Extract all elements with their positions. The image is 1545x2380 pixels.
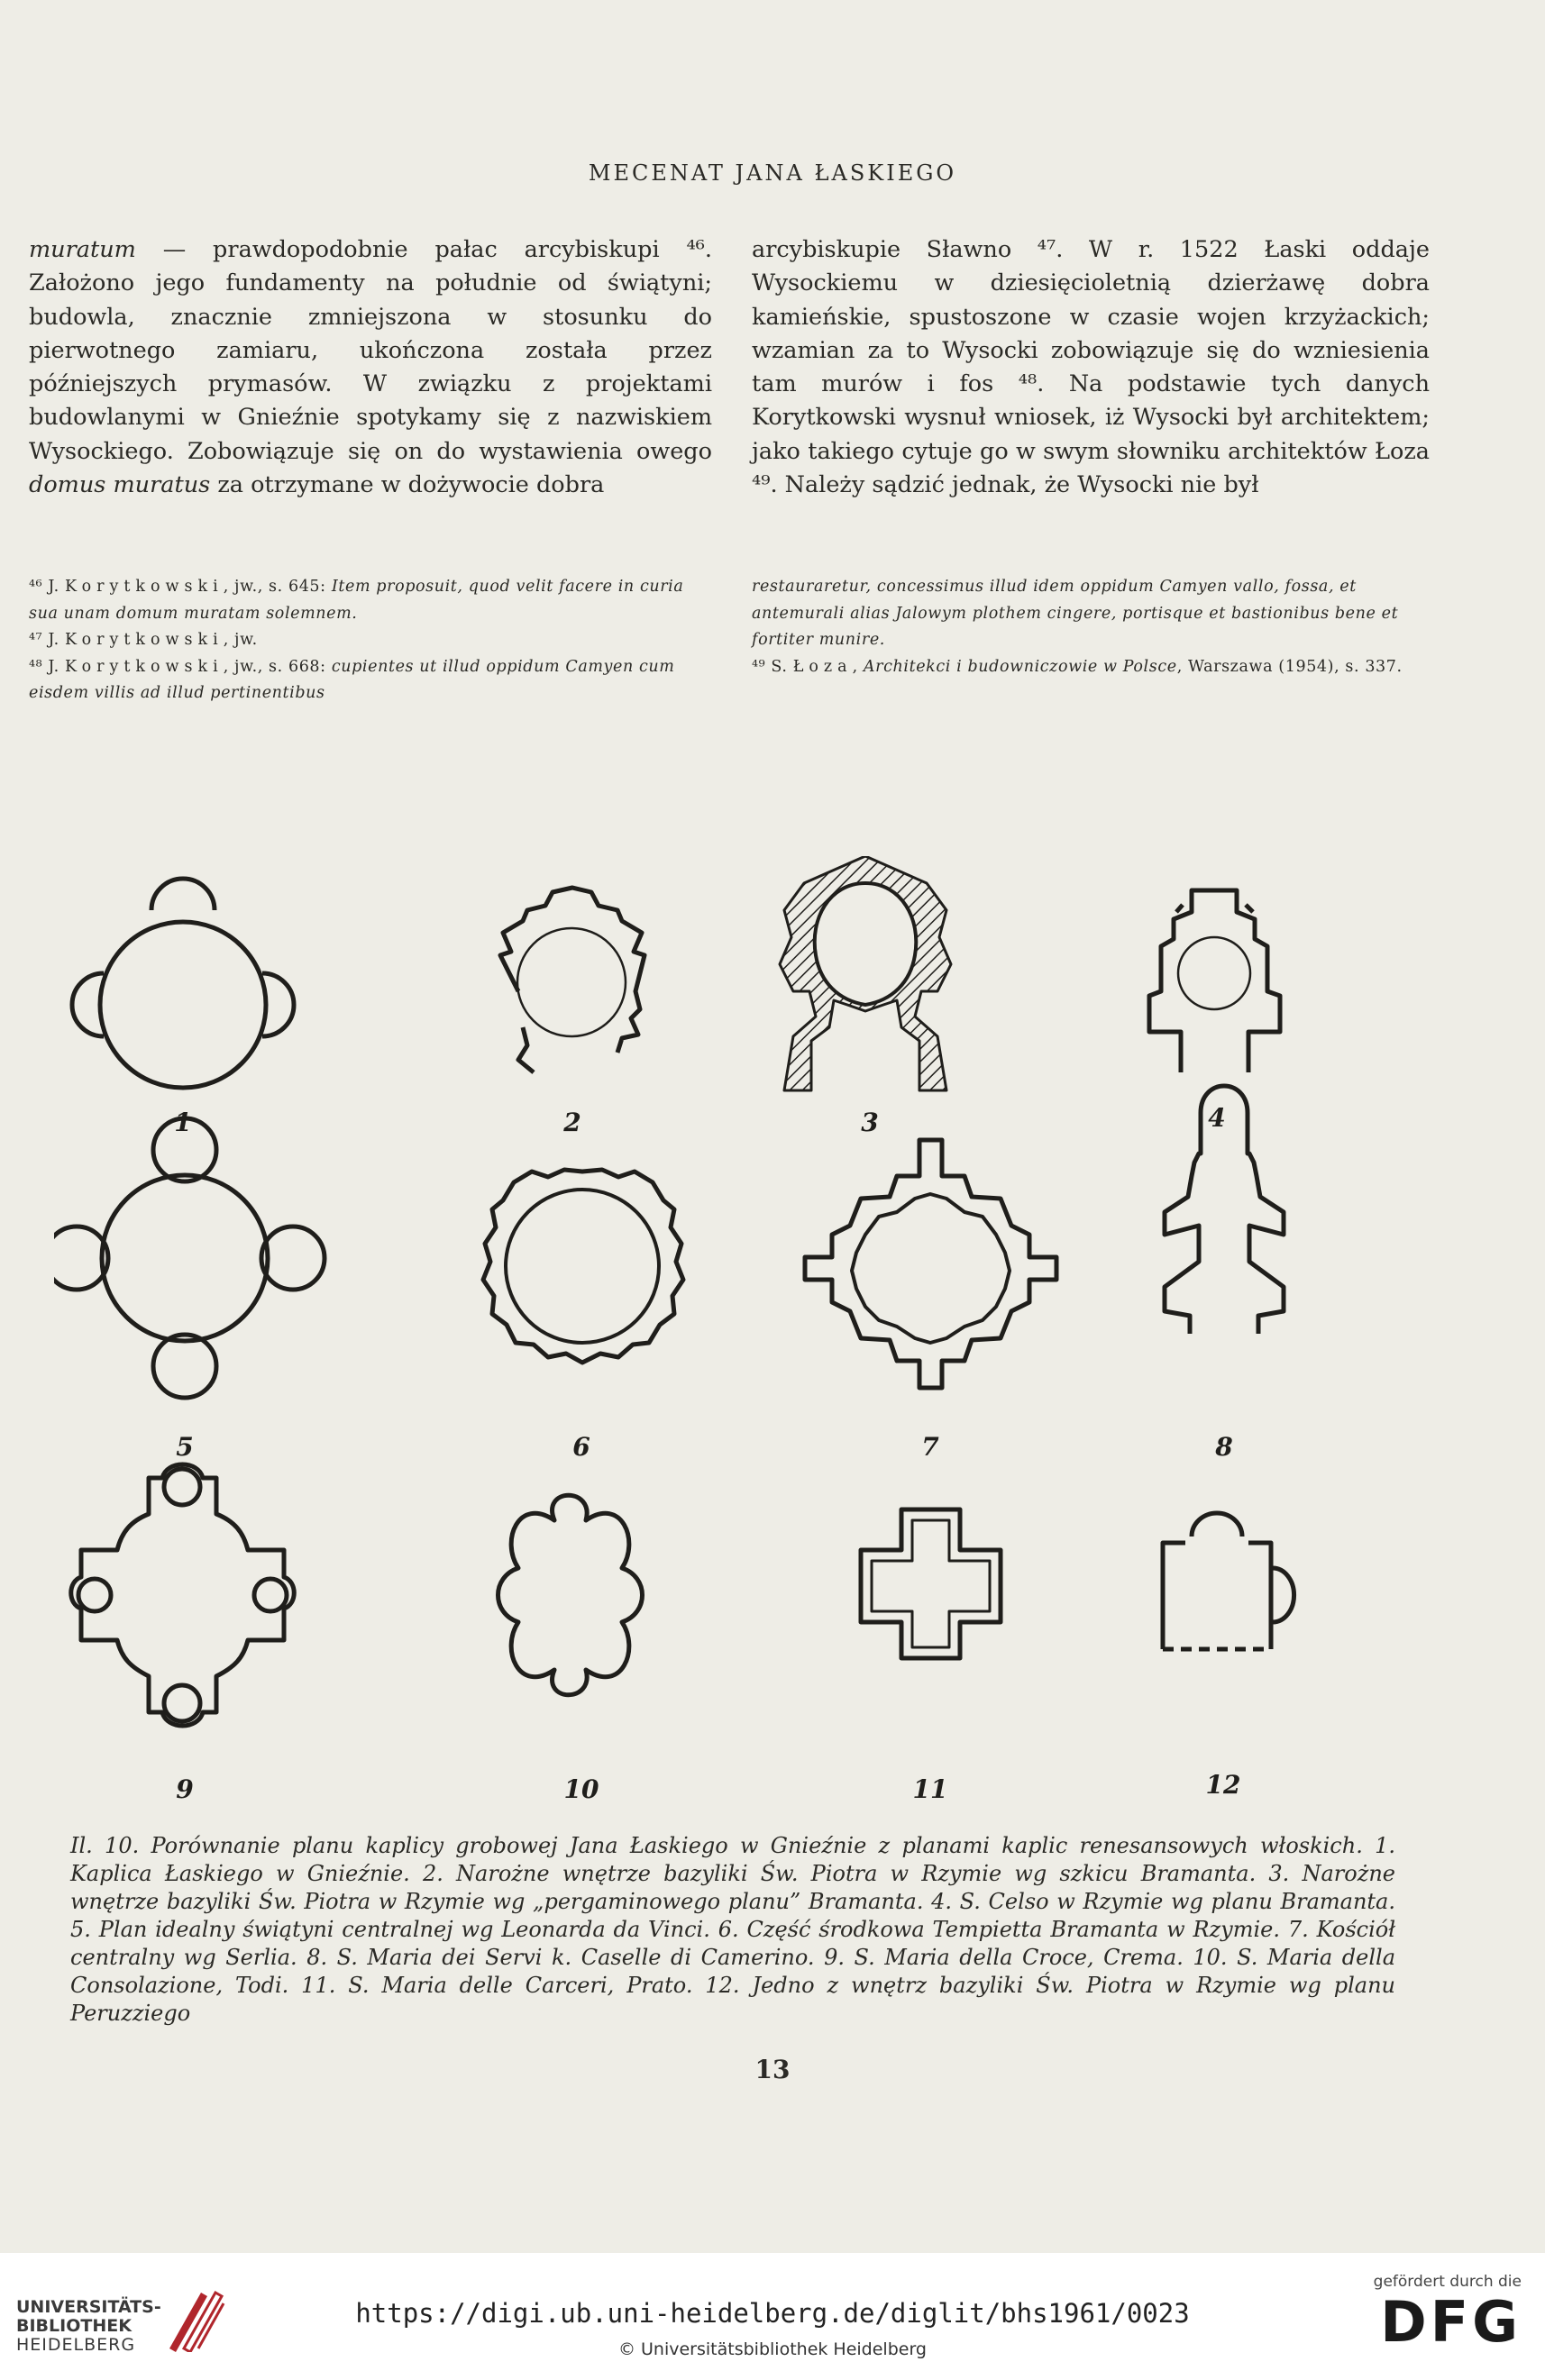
page-number: 13 (754, 2055, 791, 2084)
body-text-left: za otrzymane w dożywocie dobra (210, 471, 605, 499)
plan-number-label: 9 (176, 1774, 194, 1804)
footnote-text: Korytkowski (64, 578, 224, 596)
plan-number-label: 5 (176, 1432, 194, 1462)
footnote (29, 574, 712, 627)
logo-line-3: HEIDELBERG (16, 2335, 136, 2355)
footnote (29, 654, 712, 707)
footnote-text: Korytkowski (64, 657, 224, 676)
dfg-funder-logo[interactable] (1350, 2273, 1522, 2354)
footnote-text: Architekci i budowniczowie w Polsce (863, 657, 1177, 676)
plan-1-laski-chapel (72, 879, 294, 1088)
footnote-text: Item proposuit, quod velit facere in curia sua unam domum muratam solemnem. (29, 578, 684, 623)
footnote-text: , jw., s. 668: (223, 657, 332, 676)
plan-number-label: 7 (921, 1432, 939, 1462)
footnote-text: , Warszawa (1954), s. 337. (1176, 657, 1403, 676)
footnote-text: ⁴⁹ S. (752, 657, 793, 676)
footnote (29, 627, 712, 654)
plan-2-st-peter-corner-sketch (500, 888, 645, 1072)
footnote (752, 574, 1437, 654)
plan-10-s-maria-della-consolazione (498, 1495, 643, 1695)
body-text-right: arcybiskupie Sławno ⁴⁷. W r. 1522 Łaski oddaje Wysockiemu w dziesięcioletnią dzierżawę dobra kamieńskie, spustoszone w czasie wojen krzyżackich; wzamian za to Wysocki zobowiązuje się do wzniesienia tam murów i fos ⁴⁸. Na podstawie tych danych Korytkowski wysnuł wniosek, iż Wysocki był architektem; jako takiego cytuje go w swym słowniku architektów Łoza ⁴⁹. Należy sądzić jednak, że Wysocki nie był (752, 236, 1430, 499)
plan-5-leonardo-ideal-plan (54, 1118, 325, 1398)
plan-6-tempietto (483, 1170, 683, 1363)
footnote-text: cupientes ut illud oppidum Camyen cum eisdem villis ad illud pertinentibus (29, 657, 675, 702)
footnote-text: ⁴⁶ J. (29, 578, 65, 596)
plan-comparison-figure (54, 856, 1496, 1811)
body-text-left: muratum (29, 236, 136, 263)
footnote-text: Łoza (792, 657, 853, 676)
dfg-logo-text: DFG (1380, 2289, 1522, 2355)
plan-11-s-maria-delle-carceri (861, 1509, 1001, 1658)
footnote-text: Korytkowski (64, 631, 224, 649)
footnotes-right (752, 574, 1437, 680)
body-column-left (29, 233, 712, 502)
plan-number-label: 10 (563, 1774, 599, 1804)
footnote-text: restauraretur, concessimus illud idem oppidum Camyen vallo, fossa, et antemurali alias Jalowym plothem cingere, portisque et bastionibus bene et fortiter munire. (752, 578, 1399, 649)
plan-number-label: 12 (1205, 1770, 1241, 1800)
footnote (752, 654, 1437, 681)
footnote-text: ⁴⁷ J. (29, 631, 65, 649)
plan-12-st-peter-peruzzi (1163, 1513, 1294, 1649)
funder-note: gefördert durch die (1373, 2273, 1522, 2291)
footnote-text: , jw., s. 645: (223, 578, 332, 596)
copyright-notice: © Universitätsbibliothek Heidelberg (617, 2339, 927, 2359)
plan-number-label: 11 (912, 1774, 948, 1804)
plan-number-label: 1 (174, 1108, 192, 1137)
footnote-text: ⁴⁸ J. (29, 657, 65, 676)
footnotes-left (29, 574, 712, 707)
body-text-left: domus muratus (29, 471, 211, 499)
logo-line-1: UNIVERSITÄTS- (16, 2297, 161, 2317)
body-column-right (752, 233, 1430, 502)
plan-number-label: 3 (861, 1108, 879, 1137)
logo-line-2: BIBLIOTHEK (16, 2316, 132, 2336)
plan-number-label: 6 (572, 1432, 590, 1462)
document-url-link[interactable]: https://digi.ub.uni-heidelberg.de/diglit/bhs1961/0023 (355, 2298, 1190, 2329)
viewer-footer (0, 2253, 1545, 2380)
body-text-left: — prawdopodobnie pałac arcybiskupi ⁴⁶. Założono jego fundamenty na południe od świątyni; budowla, znacznie zmniejszona w stosunku do pierwotnego zamiaru, ukończona została przez późniejszych prymasów. W związku z projektami budowlanymi w Gnieźnie spotykamy się z nazwiskiem Wysockiego. Zobowiązuje się on do wystawienia owego (29, 236, 712, 465)
plan-number-label: 2 (563, 1108, 581, 1137)
plan-number-label: 4 (1208, 1103, 1226, 1133)
plan-3-st-peter-parchment-plan (780, 856, 951, 1090)
plan-number-label: 8 (1215, 1432, 1233, 1462)
footnote-text: , (852, 657, 864, 676)
footnote-text: , jw. (223, 631, 258, 649)
running-header: MECENAT JANA ŁASKIEGO (588, 160, 957, 186)
plan-7-serlio-central-church (805, 1140, 1056, 1388)
figure-caption: Il. 10. Porównanie planu kaplicy grobowej Jana Łaskiego w Gnieźnie z planami kaplic renesansowych włoskich. 1. Kaplica Łaskiego w Gnieźnie. 2. Narożne wnętrze bazyliki Św. Piotra w Rzymie wg szkicu Bramanta. 3. Narożne wnętrze bazyliki Św. Piotra w Rzymie wg „pergaminowego planu” Bramanta. 4. S. Celso w Rzymie wg planu Bramanta. 5. Plan idealny świątyni centralnej wg Leonarda da Vinci. 6. Część środkowa Tempietta Bramanta w Rzymie. 7. Kościół centralny wg Serlia. 8. S. Maria dei Servi k. Caselle di Camerino. 9. S. Maria della Croce, Crema. 10. S. Maria della Consolazione, Todi. 11. S. Maria delle Carceri, Prato. 12. Jedno z wnętrz bazyliki Św. Piotra w Rzymie wg planu Peruzziego (70, 1833, 1395, 2026)
plan-9-s-maria-della-croce (71, 1464, 295, 1726)
plan-4-s-celso (1149, 890, 1280, 1072)
